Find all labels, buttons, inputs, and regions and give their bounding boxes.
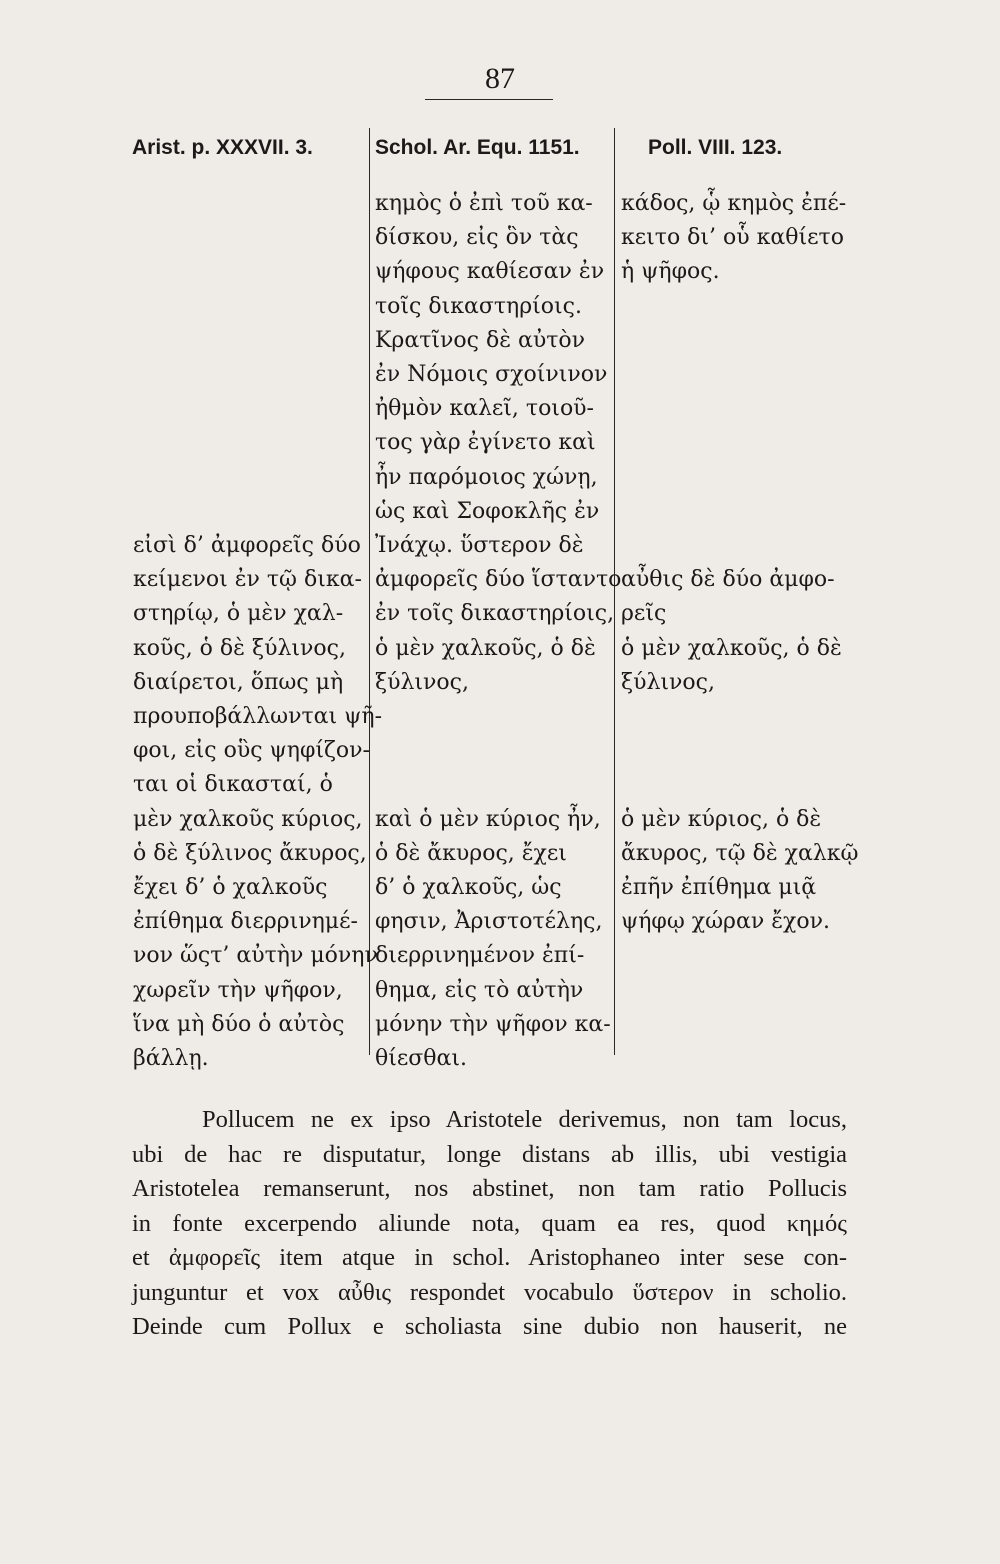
column-separator-left [369, 128, 370, 1055]
text-line: ἦν παρόμοιος χώνῃ, [375, 464, 598, 490]
text-line: θημα, εἰς τὸ αὐτὴν [375, 977, 584, 1003]
paragraph-line: junguntur et vox αὖθις respondet vocabulo ὕστερον in scholio. [132, 1278, 847, 1306]
text-line: θίεσθαι. [375, 1046, 468, 1071]
paragraph-line: in fonte excerpendo aliunde nota, quam ea res, quod κημός [132, 1209, 847, 1237]
text-line: νον ὥςτ’ αὐτὴν μόνην [133, 943, 378, 969]
text-line: δίσκου, εἰς ὃν τὰς [375, 225, 579, 251]
text-line: διερρινημένον ἐπί- [375, 943, 585, 969]
text-line: ὁ μὲν χαλκοῦς, ὁ δὲ [375, 635, 596, 661]
text-line: ἐν τοῖς δικαστηρίοις, [375, 601, 615, 627]
text-line: ἐπῆν ἐπίθημα μιᾷ [621, 875, 817, 900]
text-line: ἄκυρος, τῷ δὲ χαλκῷ [621, 840, 859, 866]
page-number: 87 [485, 62, 515, 95]
paragraph-line: ubi de hac re disputatur, longe distans ab illis, ubi vestigia [132, 1140, 847, 1168]
text-line: βάλλῃ. [133, 1046, 209, 1071]
paragraph-line: Deinde cum Pollux e scholiasta sine dubio non hauserit, ne [132, 1313, 847, 1340]
header-pollux: Poll. VIII. 123. [648, 136, 783, 159]
text-line: διαίρετοι, ὅπως μὴ [133, 669, 344, 695]
text-line: ξύλινος, [375, 669, 469, 695]
text-line: ψήφους καθίεσαν ἐν [375, 259, 605, 285]
text-line: ἐπίθημα διερρινημέ- [133, 909, 358, 935]
text-line: ὁ δὲ ξύλινος ἄκυρος, [133, 840, 367, 866]
paragraph-line: Pollucem ne ex ipso Aristotele derivemus, non tam locus, [202, 1106, 847, 1133]
text-line: εἰσὶ δ’ ἀμφορεῖς δύο [133, 533, 361, 558]
text-line: χωρεῖν τὴν ψῆφον, [133, 977, 343, 1003]
text-line: ψήφῳ χώραν ἔχον. [621, 909, 830, 935]
text-line: στηρίῳ, ὁ μὲν χαλ- [133, 601, 344, 627]
text-line: Κρατῖνος δὲ αὐτὸν [375, 327, 586, 353]
text-line: Ἰνάχῳ. ὕστερον δὲ [375, 533, 584, 558]
text-line: ὁ μὲν κύριος, ὁ δὲ [621, 806, 822, 832]
paragraph-line: et ἀμφορεῖς item atque in schol. Aristophaneo inter sese con- [132, 1244, 847, 1271]
text-line: τοῖς δικαστηρίοις. [375, 293, 582, 319]
text-line: κοῦς, ὁ δὲ ξύλινος, [133, 635, 346, 661]
text-line: κειτο δι’ οὗ καθίετο [621, 225, 844, 251]
text-line: δ’ ὁ χαλκοῦς, ὡς [375, 875, 562, 900]
text-line: ται οἱ δικασταί, ὁ [133, 772, 333, 798]
paragraph-line: Aristotelea remanserunt, nos abstinet, non tam ratio Pollucis [132, 1175, 847, 1202]
text-line: ρεῖς [621, 601, 667, 627]
text-line: ἐν Νόμοις σχοίνινον [375, 362, 608, 387]
text-line: ἠθμὸν καλεῖ, τοιοῦ- [375, 396, 594, 422]
text-line: ὁ μὲν χαλκοῦς, ὁ δὲ [621, 635, 842, 661]
text-line: μόνην τὴν ψῆφον κα- [375, 1011, 611, 1037]
text-line: φησιν, Ἀριστοτέλης, [375, 909, 603, 935]
text-line: ἵνα μὴ δύο ὁ αὐτὸς [133, 1011, 345, 1037]
text-line: φοι, εἰς οὓς ψηφίζον- [133, 738, 370, 764]
text-line: ἡ ψῆφος. [621, 259, 720, 285]
page-number-rule [425, 99, 553, 100]
header-aristotle: Arist. p. XXXVII. 3. [132, 136, 313, 159]
text-line: αὖθις δὲ δύο ἀμφο- [621, 567, 835, 593]
text-line: κημὸς ὁ ἐπὶ τοῦ κα- [375, 191, 593, 216]
text-line: ὡς καὶ Σοφοκλῆς ἐν [375, 498, 600, 524]
text-line: ἔχει δ’ ὁ χαλκοῦς [133, 875, 328, 900]
text-line: κείμενοι ἐν τῷ δικα- [133, 567, 362, 593]
text-line: προυποβάλλωνται ψῆ- [133, 704, 383, 729]
text-line: καὶ ὁ μὲν κύριος ἦν, [375, 806, 601, 832]
text-line: ἀμφορεῖς δύο ἵσταντο [375, 567, 622, 593]
text-line: ὁ δὲ ἄκυρος, ἔχει [375, 840, 567, 866]
text-line: τος γὰρ ἐγίνετο καὶ [375, 430, 596, 456]
text-line: κάδος, ᾧ κημὸς ἐπέ- [621, 191, 847, 216]
text-line: ξύλινος, [621, 669, 715, 695]
text-line: μὲν χαλκοῦς κύριος, [133, 806, 363, 832]
header-scholion: Schol. Ar. Equ. 1151. [375, 136, 580, 159]
latin-commentary [132, 1103, 847, 1345]
